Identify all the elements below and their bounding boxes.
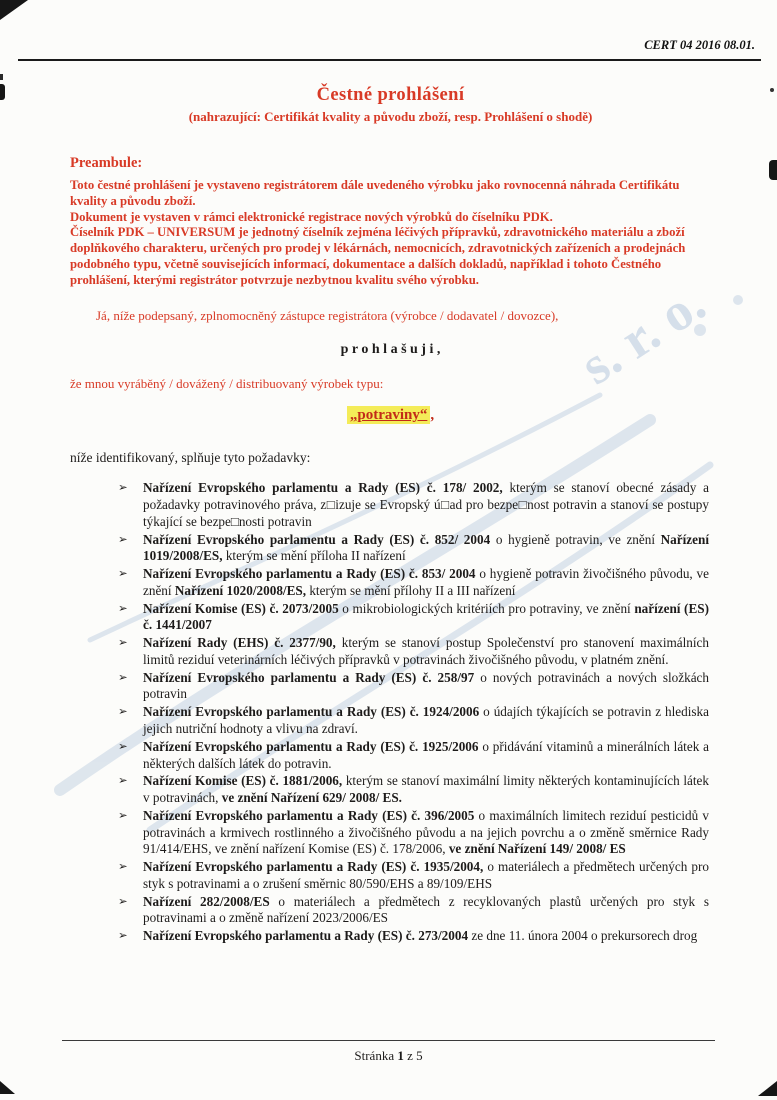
- regulation-name: nařízení (ES) č. 1441/2007: [143, 600, 709, 633]
- list-bullet-icon: ➢: [118, 740, 128, 753]
- regulation-description: o materiálech a předmětech určených pro styk s potravinami a o zrušení směrnic 80/590/EHS a 89/109/EHS: [143, 859, 709, 891]
- regulation-description: kterým se stanoví postup Společenství pro stanovení maximálních limitů reziduí veterinárních léčivých přípravků v potravinách živočišného původu, v platném znění.: [143, 635, 709, 667]
- list-item: [116, 739, 709, 773]
- list-bullet-icon: ➢: [118, 637, 128, 650]
- list-bullet-icon: ➢: [118, 706, 128, 719]
- page-title: Čestné prohlášení: [316, 85, 465, 105]
- header-divider: [18, 59, 761, 61]
- regulation-description: o hygieně potravin živočišného původu, ve znění: [143, 566, 709, 598]
- regulation-name: Nařízení 1019/2008/ES,: [143, 531, 709, 564]
- regulation-description: o hygieně potravin, ve znění: [490, 531, 661, 547]
- regulation-description: ze dne 11. února 2004 o prekursorech drog: [468, 928, 698, 944]
- product-type-suffix: ,: [430, 407, 435, 424]
- product-type-row: [70, 406, 711, 424]
- list-item: [116, 928, 709, 945]
- regulation-name: Nařízení 282/2008/ES: [143, 893, 270, 909]
- regulation-description: o maximálních limitech reziduí pesticidů v potravinách a krmivech rostlinného a živočišného původu a na jejich povrchu a o změně směrnice Rady 91/414/EHS, ve znění nařízení Komise (ES) č. 178/2006,: [143, 807, 709, 857]
- preamble-paragraphs: [70, 178, 711, 288]
- product-type-line: že mnou vyráběný / dovážený / distribuovaný výrobek typu:: [70, 376, 384, 392]
- page-number-line: [0, 1048, 777, 1064]
- regulation-name: Nařízení Evropského parlamentu a Rady (ES) č. 852/ 2004: [143, 531, 491, 547]
- regulation-description: o mikrobiologických kritériích pro potraviny, ve znění: [338, 600, 635, 616]
- regulation-name: Nařízení Evropského parlamentu a Rady (ES) č. 1935/2004,: [143, 859, 484, 875]
- list-bullet-icon: ➢: [118, 930, 128, 943]
- regulation-name: Nařízení Evropského parlamentu a Rady (ES) č. 1925/2006: [143, 738, 479, 754]
- list-bullet-icon: ➢: [118, 775, 128, 788]
- list-bullet-icon: ➢: [118, 861, 128, 874]
- regulation-name: Nařízení Evropského parlamentu a Rady (ES) č. 258/97: [143, 669, 475, 685]
- declarant-line: Já, níže podepsaný, zplnomocněný zástupce registrátora (výrobce / dodavatel / dovozce),: [96, 308, 559, 324]
- list-item: [116, 635, 709, 669]
- regulation-name: ve znění Nařízení 629/ 2008/ ES.: [221, 790, 402, 806]
- page-footer: [0, 1040, 777, 1064]
- list-item: [116, 480, 709, 530]
- regulation-name: Nařízení Evropského parlamentu a Rady (ES) č. 273/2004: [143, 928, 469, 944]
- list-item: [116, 859, 709, 893]
- list-bullet-icon: ➢: [118, 533, 128, 546]
- regulation-name: Nařízení Komise (ES) č. 2073/2005: [143, 600, 339, 616]
- regulation-name: Nařízení 1020/2008/ES,: [174, 582, 307, 598]
- regulation-name: Nařízení Evropského parlamentu a Rady (ES) č. 396/2005: [143, 807, 475, 823]
- list-item: [116, 532, 709, 566]
- regulation-name: Nařízení Evropského parlamentu a Rady (ES) č. 1924/2006: [143, 704, 480, 720]
- footer-divider: [62, 1040, 715, 1041]
- list-bullet-icon: ➢: [118, 809, 128, 822]
- list-item: [116, 808, 709, 858]
- product-type-highlight: „potraviny“: [347, 406, 431, 424]
- list-item: [116, 566, 709, 600]
- declaration-verb: p r o h l a š u j i ,: [340, 342, 441, 358]
- regulation-name: Nařízení Komise (ES) č. 1881/2006,: [143, 773, 343, 789]
- regulation-description: o údajích týkajících se potravin z hlediska jejich nutriční hodnoty a vlivu na zdraví.: [143, 704, 709, 736]
- regulation-name: Nařízení Rady (EHS) č. 2377/90,: [143, 635, 336, 651]
- requirements-intro: níže identifikovaný, splňuje tyto požadavky:: [70, 450, 311, 466]
- list-item: [116, 704, 709, 738]
- preamble-heading: Preambule:: [70, 155, 143, 171]
- regulation-description: kterým se mění příloha II nařízení: [222, 548, 406, 564]
- list-bullet-icon: ➢: [118, 602, 128, 615]
- list-bullet-icon: ➢: [118, 482, 128, 495]
- list-item: [116, 894, 709, 928]
- regulation-description: o přidávání vitaminů a minerálních látek a některých dalších látek do potravin.: [143, 738, 709, 771]
- list-item: [116, 670, 709, 704]
- requirements-list: [116, 480, 709, 945]
- page-subtitle: (nahrazující: Certifikát kvality a původu zboží, resp. Prohlášení o shodě): [188, 109, 593, 124]
- page-number: 1: [397, 1048, 404, 1063]
- regulation-name: ve znění Nařízení 149/ 2008/ ES: [448, 841, 626, 857]
- list-item: [116, 601, 709, 635]
- page-number-suffix: z 5: [403, 1048, 423, 1063]
- watermark-text: s. r. o.: [569, 272, 716, 397]
- regulation-description: kterým se stanoví obecné zásady a požadavky potravinového práva, z□izuje se Evropský ú□ad pro bezpe□nost potravin a stanoví se postupy týkající se bezpe□nosti potravin: [143, 480, 709, 529]
- list-item: [116, 773, 709, 807]
- preamble-paragraph: Toto čestné prohlášení je vystaveno registrátorem dále uvedeného výrobku jako rovnocenná náhrada Certifikátu kvality a původu zboží.: [70, 178, 680, 208]
- regulation-name: Nařízení Evropského parlamentu a Rady (ES) č. 853/ 2004: [143, 566, 476, 582]
- preamble-paragraph: Dokument je vystaven v rámci elektronické registrace nových výrobků do číselníku PDK.: [70, 209, 553, 224]
- regulation-description: kterým se stanoví maximální limity některých kontaminujících látek v potravinách,: [143, 773, 709, 806]
- regulation-description: kterým se mění přílohy II a III nařízení: [306, 582, 516, 598]
- list-bullet-icon: ➢: [118, 671, 128, 684]
- page-number-prefix: Stránka: [354, 1048, 398, 1063]
- regulation-description: o materiálech a předmětech z recyklovaných plastů určených pro styk s potravinami a o změně nařízení 2023/2006/ES: [143, 893, 709, 926]
- regulation-description: o nových potravinách a nových složkách potravin: [143, 669, 709, 702]
- list-bullet-icon: ➢: [118, 895, 128, 908]
- preamble-paragraph: Číselník PDK – UNIVERSUM je jednotný číselník zejména léčivých přípravků, zdravotnického materiálu a zboží doplňkového charakteru, určených pro prodej v lékárnách, nemocnicích, zdravotnických zařízeních a prodejnách podobného typu, včetně souvisejících informací, dokumentace a dalších dokladů, například i tohoto Čestného prohlášení, kterými registrátor potvrzuje nezbytnou kvalitu svého výrobku.: [70, 225, 686, 287]
- doc-reference: CERT 04 2016 08.01.: [644, 38, 755, 52]
- list-bullet-icon: ➢: [118, 568, 128, 581]
- regulation-name: Nařízení Evropského parlamentu a Rady (ES) č. 178/ 2002,: [143, 480, 503, 496]
